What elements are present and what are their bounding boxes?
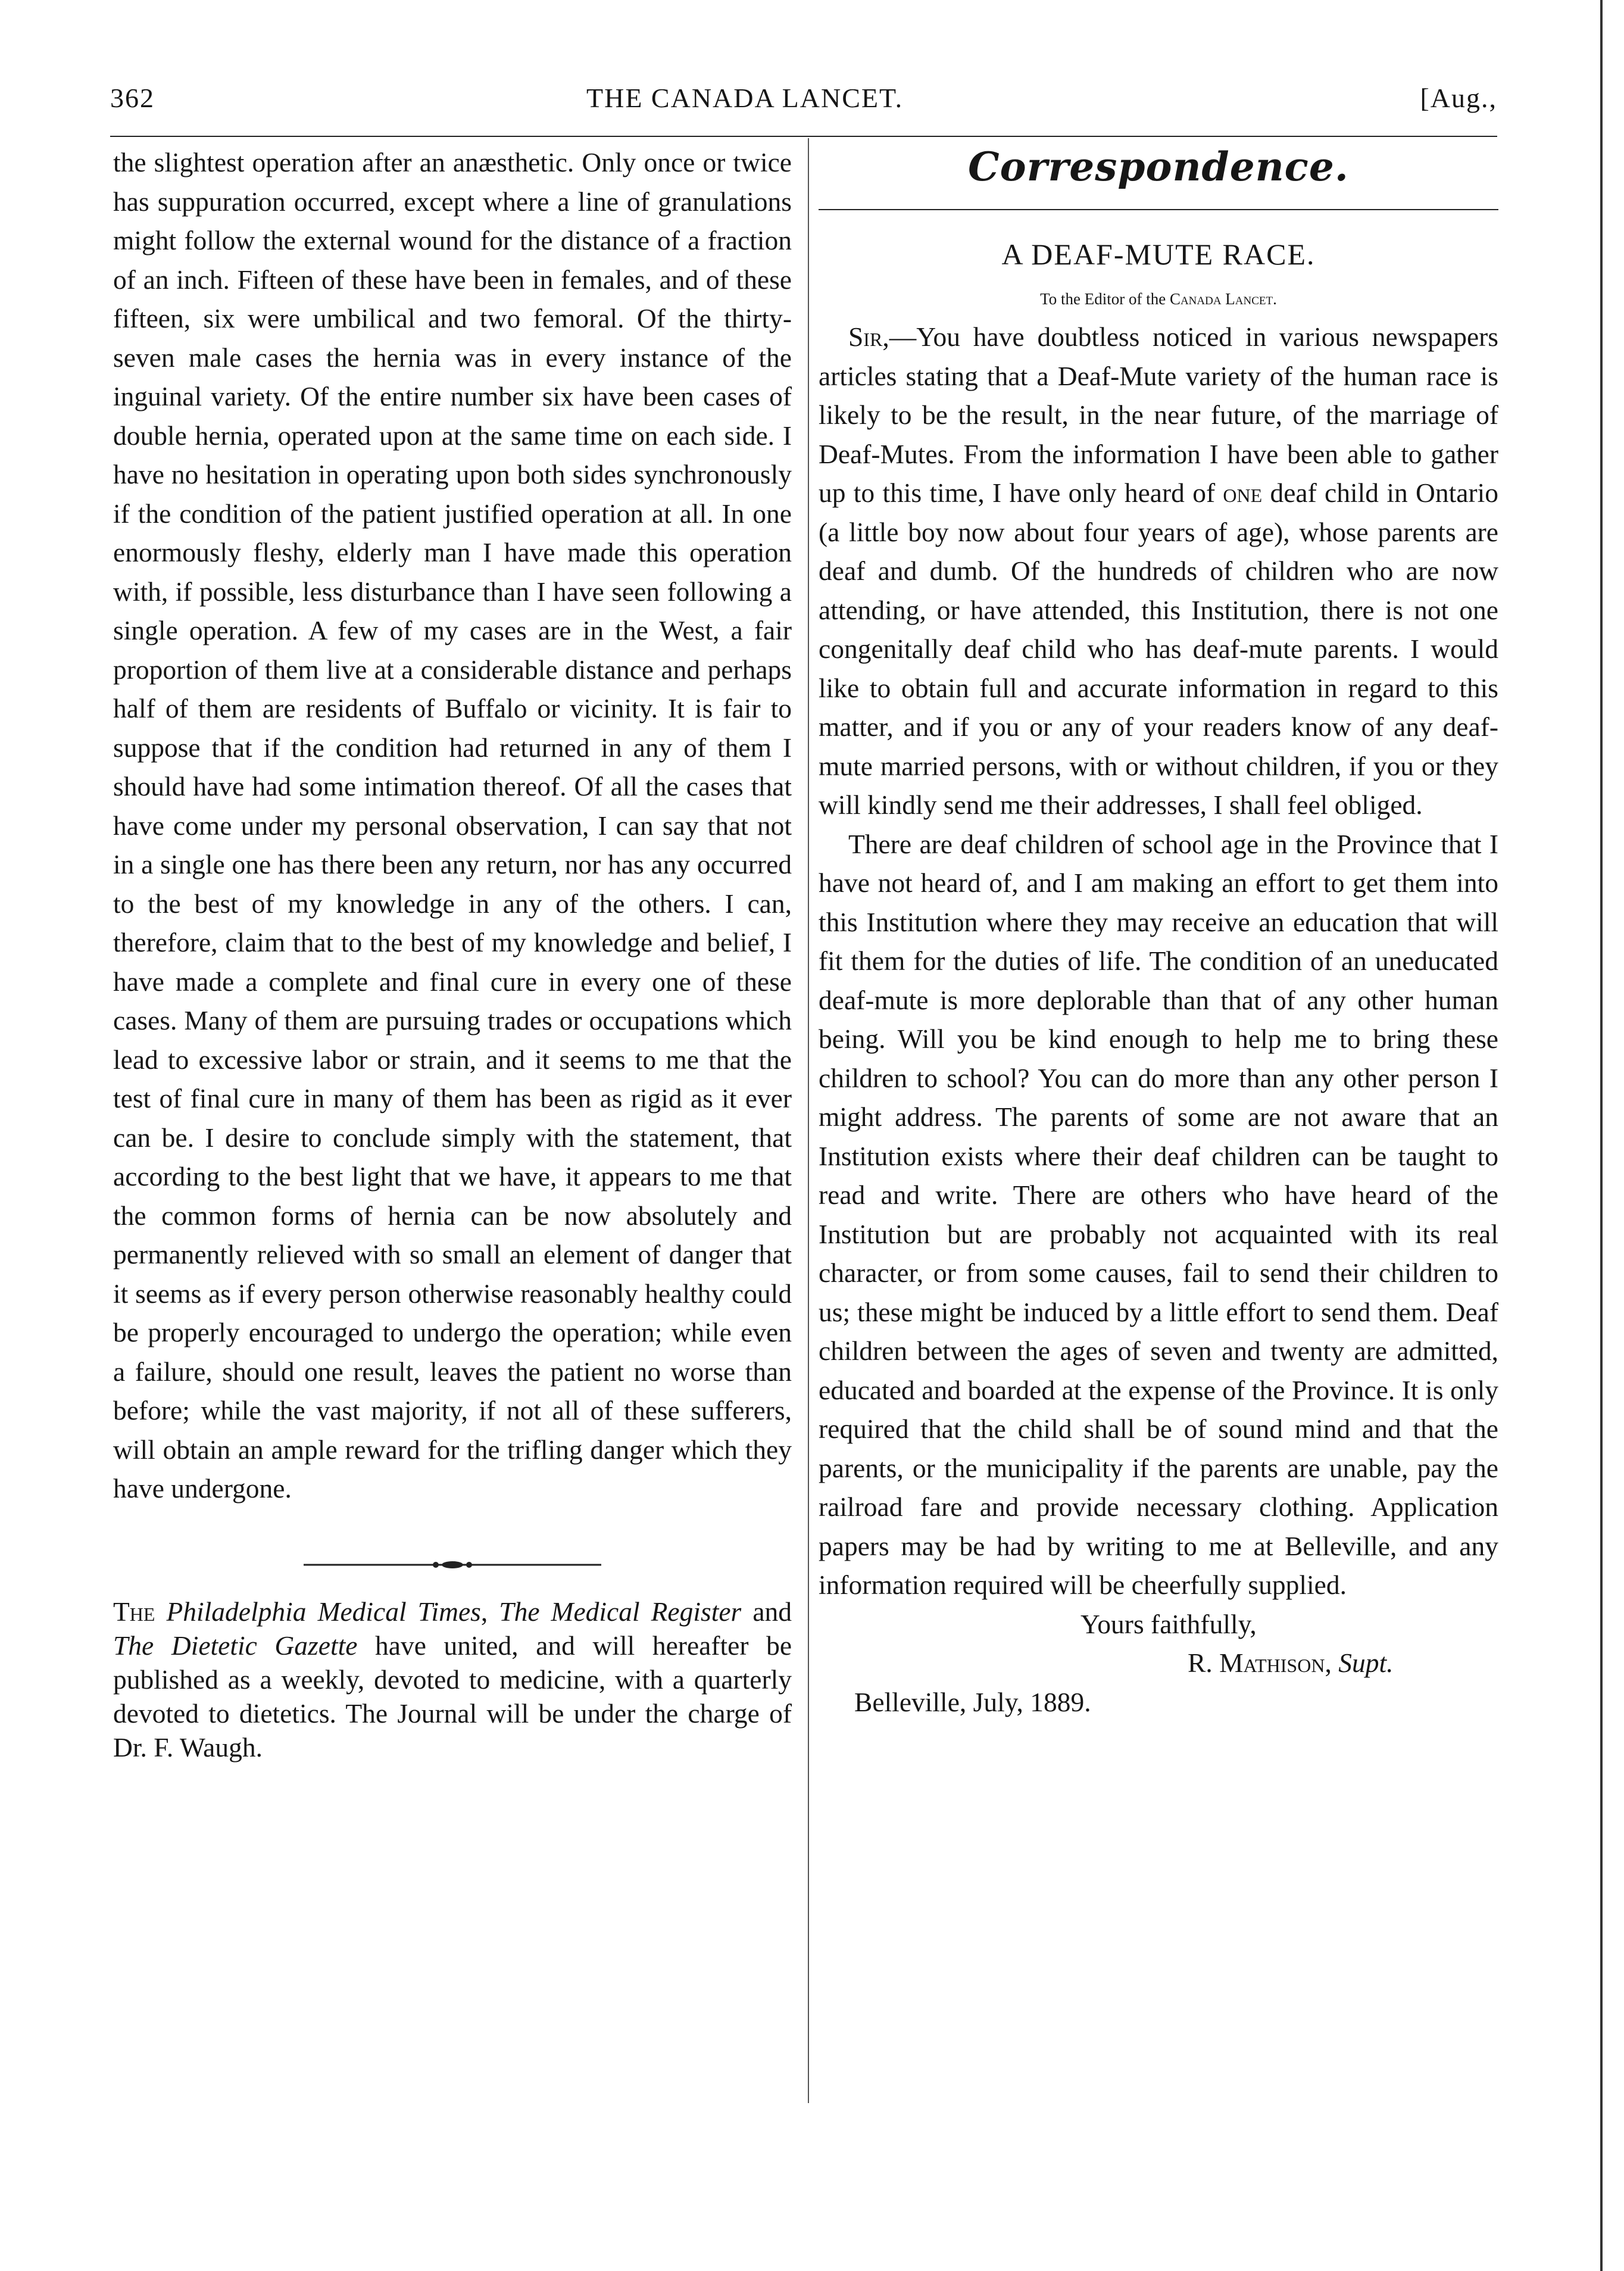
section-rule bbox=[819, 209, 1498, 210]
closing: Yours faithfully, bbox=[1080, 1608, 1257, 1639]
note-and: and bbox=[752, 1596, 792, 1627]
pub-dietetic-gazette: The Dietetic Gazette bbox=[113, 1630, 358, 1661]
signer-title: Supt. bbox=[1338, 1648, 1394, 1678]
signer-name: R. Mathison, bbox=[1188, 1648, 1332, 1678]
pub-philadelphia-medical-times: Philadelphia Medical Times bbox=[166, 1596, 481, 1627]
paragraph-1-one: one bbox=[1223, 478, 1263, 508]
note-comma: , bbox=[480, 1596, 488, 1627]
section-title: Correspondence. bbox=[968, 144, 1349, 190]
editor-address-journal: Canada Lancet. bbox=[1169, 290, 1277, 308]
left-column bbox=[113, 143, 792, 1764]
publication-note bbox=[113, 1595, 792, 1764]
editor-address bbox=[819, 284, 1498, 314]
editor-address-prefix: To the Editor of the bbox=[1040, 290, 1166, 308]
note-body: have united, and will hereafter be published as a weekly, devoted to medicine, with a quarterly devoted to dietetics. The Journal will be under the charge of Dr. F. Waugh. bbox=[113, 1630, 792, 1762]
journal-title: THE CANADA LANCET. bbox=[586, 83, 904, 113]
note-lead: The bbox=[113, 1596, 155, 1627]
signature bbox=[819, 1643, 1498, 1683]
salutation: Sir bbox=[848, 322, 883, 352]
pub-medical-register: The Medical Register bbox=[499, 1596, 742, 1627]
ornament-divider bbox=[304, 1559, 601, 1571]
letter-paragraph-2: There are deaf children of school age in the Province that I have not heard of, and I am making an effort to get them into this Institution where they may receive an education that will fit them for the duties of life. The condition of an uneducated deaf-mute is more deplorable than that of any other human being. Will you be kind enough to help me to bring these children to school? You can do more than any other person I might address. The parents of some are not aware that an Institution exists where their deaf children can be taught to read and write. There are others who have heard of the Institution but are probably not acquainted with its real character, or from some causes, fail to send their children to us; these might be induced by a little effort to send them. Deaf children between the ages of seven and twenty are admitted, educated and boarded at the expense of the Province. It is only required that the child shall be of sound mind and that the parents, or the municipality if the parents are unable, pay the railroad fare and provide necessary clothing. Application papers may be had by writing to me at Belleville, and any information required will be cheerfully supplied. bbox=[819, 828, 1498, 1600]
letter-paragraph-1 bbox=[819, 317, 1498, 825]
paragraph-1-body: ,—You have doubtless noticed in various newspapers articles stating that a Deaf-Mute variety of the human race is likely to be the result, in the near future, of the marriage of Deaf-Mutes. From the information I have been able to gather up to this time, I have only heard of bbox=[819, 322, 1498, 508]
paragraph-1-rest: deaf child in Ontario (a little boy now about four years of age), whose parents are deaf and dumb. Of the hundreds of children who are now attending, or have attended, this Institution, there is not one congenitally deaf child who has deaf-mute parents. I would like to obtain full and accurate information in regard to this matter, and if you or any of your readers know of any deaf-mute married persons, with or without children, if you or they will kindly send me their addresses, I shall feel obliged. bbox=[819, 478, 1498, 820]
running-header bbox=[110, 82, 1497, 118]
column-divider bbox=[808, 138, 809, 2103]
header-rule bbox=[110, 136, 1497, 137]
page-number: 362 bbox=[110, 83, 155, 113]
article-title: A DEAF-MUTE RACE. bbox=[1001, 238, 1316, 271]
issue-month: [Aug., bbox=[1420, 83, 1497, 113]
right-column bbox=[819, 143, 1498, 1721]
page-edge bbox=[1600, 0, 1603, 2271]
hernia-article-paragraph: the slightest operation after an anæsthetic. Only once or twice has suppuration occurred, except where a line of granulations might follow the external wound for the distance of a fraction of an inch. Fifteen of these have been in females, and of these fifteen, six were umbilical and two femoral. Of the thirty-seven male cases the hernia was in every instance of the inguinal variety. Of the entire number six have been cases of double hernia, operated upon at the same time on each side. I have no hesitation in operating upon both sides synchronously if the condition of the patient justified operation at all. In one enormously fleshy, elderly man I have made this operation with, if possible, less disturbance than I have seen following a single operation. A few of my cases are in the West, a fair proportion of them live at a considerable distance and perhaps half of them are residents of Buffalo or vicinity. It is fair to suppose that if the condition had returned in any of them I should have had some intimation thereof. Of all the cases that have come under my personal observation, I can say that not in a single one has there been any return, nor has any occurred to the best of my knowledge in any of the others. I can, therefore, claim that to the best of my knowledge and belief, I have made a complete and final cure in every one of these cases. Many of them are pursuing trades or occupations which lead to excessive labor or strain, and it seems to me that the test of final cure in many of them has been as rigid as it ever can be. I desire to conclude simply with the statement, that according to the best light that we have, it appears to me that the common forms of hernia can be now absolutely and permanently relieved with so small an element of danger that it seems as if every person otherwise reasonably healthy could be properly encouraged to undergo the operation; while even a failure, should one result, leaves the patient no worse than before; while the vast majority, if not all of these sufferers, will obtain an ample reward for the trifling danger which they have undergone. bbox=[113, 147, 792, 1503]
dateline: Belleville, July, 1889. bbox=[854, 1686, 1091, 1717]
